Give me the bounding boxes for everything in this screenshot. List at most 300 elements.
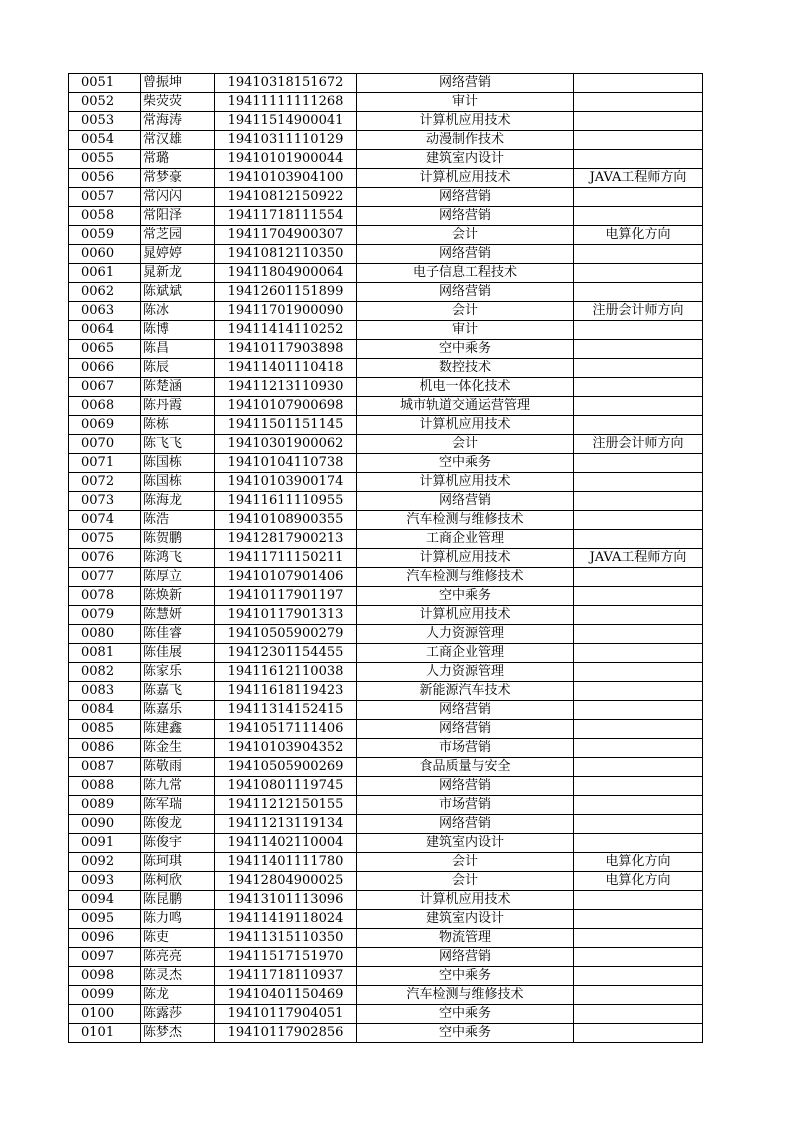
major-direction xyxy=(574,511,703,530)
student-name: 陈浩 xyxy=(141,511,215,530)
major-name: 审计 xyxy=(357,93,574,112)
exam-id: 19410107901406 xyxy=(215,568,357,587)
student-name: 陈珂琪 xyxy=(141,853,215,872)
major-direction: 注册会计师方向 xyxy=(574,435,703,454)
table-row xyxy=(69,283,703,302)
major-name: 人力资源管理 xyxy=(357,625,574,644)
exam-id: 19411514900041 xyxy=(215,112,357,131)
exam-id: 19411517151970 xyxy=(215,948,357,967)
exam-id: 19413101113096 xyxy=(215,891,357,910)
row-number: 0100 xyxy=(69,1005,141,1024)
student-name: 陈灵杰 xyxy=(141,967,215,986)
row-number: 0057 xyxy=(69,188,141,207)
exam-id: 19411501151145 xyxy=(215,416,357,435)
major-name: 网络营销 xyxy=(357,948,574,967)
row-number: 0064 xyxy=(69,321,141,340)
major-direction: 电算化方向 xyxy=(574,872,703,891)
exam-id: 19410103904100 xyxy=(215,169,357,188)
row-number: 0077 xyxy=(69,568,141,587)
major-direction xyxy=(574,283,703,302)
exam-id: 19410401150469 xyxy=(215,986,357,1005)
major-direction xyxy=(574,378,703,397)
student-name: 陈焕新 xyxy=(141,587,215,606)
table-row xyxy=(69,416,703,435)
student-name: 晁新龙 xyxy=(141,264,215,283)
exam-id: 19410104110738 xyxy=(215,454,357,473)
major-name: 计算机应用技术 xyxy=(357,112,574,131)
major-name: 空中乘务 xyxy=(357,340,574,359)
table-row xyxy=(69,264,703,283)
exam-id: 19411314152415 xyxy=(215,701,357,720)
exam-id: 19411414110252 xyxy=(215,321,357,340)
table-row xyxy=(69,1005,703,1024)
table-row xyxy=(69,530,703,549)
row-number: 0076 xyxy=(69,549,141,568)
major-name: 工商企业管理 xyxy=(357,530,574,549)
row-number: 0093 xyxy=(69,872,141,891)
major-name: 网络营销 xyxy=(357,245,574,264)
row-number: 0097 xyxy=(69,948,141,967)
student-name: 陈飞飞 xyxy=(141,435,215,454)
row-number: 0053 xyxy=(69,112,141,131)
student-name: 陈海龙 xyxy=(141,492,215,511)
exam-id: 19410301900062 xyxy=(215,435,357,454)
table-row xyxy=(69,853,703,872)
major-name: 汽车检测与维修技术 xyxy=(357,568,574,587)
major-direction xyxy=(574,340,703,359)
row-number: 0101 xyxy=(69,1024,141,1043)
student-name: 晁婷婷 xyxy=(141,245,215,264)
major-direction xyxy=(574,986,703,1005)
major-name: 空中乘务 xyxy=(357,1005,574,1024)
table-row xyxy=(69,549,703,568)
major-direction xyxy=(574,796,703,815)
major-direction xyxy=(574,777,703,796)
row-number: 0069 xyxy=(69,416,141,435)
major-name: 物流管理 xyxy=(357,929,574,948)
major-direction xyxy=(574,321,703,340)
major-name: 计算机应用技术 xyxy=(357,169,574,188)
table-row xyxy=(69,587,703,606)
table-row xyxy=(69,568,703,587)
row-number: 0065 xyxy=(69,340,141,359)
major-direction xyxy=(574,454,703,473)
exam-id: 19412804900025 xyxy=(215,872,357,891)
exam-id: 19410318151672 xyxy=(215,74,357,93)
exam-id: 19411213110930 xyxy=(215,378,357,397)
major-direction: JAVA工程师方向 xyxy=(574,169,703,188)
major-direction xyxy=(574,644,703,663)
table-row xyxy=(69,245,703,264)
row-number: 0078 xyxy=(69,587,141,606)
row-number: 0056 xyxy=(69,169,141,188)
student-name: 陈露莎 xyxy=(141,1005,215,1024)
student-name: 陈力鸣 xyxy=(141,910,215,929)
exam-id: 19411611110955 xyxy=(215,492,357,511)
exam-id: 19411718111554 xyxy=(215,207,357,226)
student-name: 陈昆鹏 xyxy=(141,891,215,910)
row-number: 0098 xyxy=(69,967,141,986)
table-row xyxy=(69,967,703,986)
student-name: 常璐 xyxy=(141,150,215,169)
student-name: 陈国栋 xyxy=(141,473,215,492)
row-number: 0089 xyxy=(69,796,141,815)
major-name: 电子信息工程技术 xyxy=(357,264,574,283)
table-row xyxy=(69,1024,703,1043)
major-name: 空中乘务 xyxy=(357,1024,574,1043)
student-name: 常海涛 xyxy=(141,112,215,131)
student-name: 陈金生 xyxy=(141,739,215,758)
table-row xyxy=(69,378,703,397)
exam-id: 19410812110350 xyxy=(215,245,357,264)
student-name: 陈佳展 xyxy=(141,644,215,663)
row-number: 0074 xyxy=(69,511,141,530)
exam-id: 19411612110038 xyxy=(215,663,357,682)
row-number: 0059 xyxy=(69,226,141,245)
row-number: 0094 xyxy=(69,891,141,910)
major-direction xyxy=(574,112,703,131)
major-name: 计算机应用技术 xyxy=(357,606,574,625)
table-row xyxy=(69,511,703,530)
major-direction xyxy=(574,587,703,606)
exam-id: 19411701900090 xyxy=(215,302,357,321)
major-direction xyxy=(574,530,703,549)
row-number: 0082 xyxy=(69,663,141,682)
table-row xyxy=(69,302,703,321)
row-number: 0075 xyxy=(69,530,141,549)
table-row xyxy=(69,796,703,815)
major-name: 市场营销 xyxy=(357,796,574,815)
table-body xyxy=(69,74,703,1043)
major-direction xyxy=(574,625,703,644)
row-number: 0063 xyxy=(69,302,141,321)
table-row xyxy=(69,720,703,739)
exam-id: 19411718110937 xyxy=(215,967,357,986)
student-name: 陈贺鹏 xyxy=(141,530,215,549)
exam-id: 19411111111268 xyxy=(215,93,357,112)
table-row xyxy=(69,777,703,796)
major-direction xyxy=(574,264,703,283)
row-number: 0095 xyxy=(69,910,141,929)
student-name: 陈嘉乐 xyxy=(141,701,215,720)
major-direction: JAVA工程师方向 xyxy=(574,549,703,568)
exam-id: 19410311110129 xyxy=(215,131,357,150)
exam-id: 19411212150155 xyxy=(215,796,357,815)
major-direction: 电算化方向 xyxy=(574,226,703,245)
major-name: 会计 xyxy=(357,872,574,891)
table-row xyxy=(69,891,703,910)
major-direction xyxy=(574,416,703,435)
major-direction xyxy=(574,473,703,492)
exam-id: 19411315110350 xyxy=(215,929,357,948)
row-number: 0061 xyxy=(69,264,141,283)
exam-id: 19412817900213 xyxy=(215,530,357,549)
major-name: 空中乘务 xyxy=(357,967,574,986)
student-name: 陈鸿飞 xyxy=(141,549,215,568)
major-name: 网络营销 xyxy=(357,701,574,720)
row-number: 0060 xyxy=(69,245,141,264)
major-name: 新能源汽车技术 xyxy=(357,682,574,701)
major-name: 网络营销 xyxy=(357,207,574,226)
student-name: 曾振坤 xyxy=(141,74,215,93)
row-number: 0062 xyxy=(69,283,141,302)
table-row xyxy=(69,663,703,682)
major-direction xyxy=(574,1024,703,1043)
exam-id: 19410103904352 xyxy=(215,739,357,758)
student-name: 陈栋 xyxy=(141,416,215,435)
student-name: 常阳泽 xyxy=(141,207,215,226)
major-direction xyxy=(574,568,703,587)
major-name: 审计 xyxy=(357,321,574,340)
table-row xyxy=(69,226,703,245)
exam-id: 19411401111780 xyxy=(215,853,357,872)
table-row xyxy=(69,454,703,473)
major-direction xyxy=(574,131,703,150)
row-number: 0083 xyxy=(69,682,141,701)
table-row xyxy=(69,321,703,340)
student-name: 陈国栋 xyxy=(141,454,215,473)
row-number: 0068 xyxy=(69,397,141,416)
major-direction: 注册会计师方向 xyxy=(574,302,703,321)
major-direction xyxy=(574,910,703,929)
major-direction xyxy=(574,188,703,207)
table-row xyxy=(69,169,703,188)
exam-id: 19412301154455 xyxy=(215,644,357,663)
student-name: 陈慧妍 xyxy=(141,606,215,625)
exam-id: 19412601151899 xyxy=(215,283,357,302)
table-row xyxy=(69,739,703,758)
student-name: 常闪闪 xyxy=(141,188,215,207)
major-direction xyxy=(574,1005,703,1024)
exam-id: 19410117901313 xyxy=(215,606,357,625)
row-number: 0051 xyxy=(69,74,141,93)
major-direction xyxy=(574,93,703,112)
row-number: 0072 xyxy=(69,473,141,492)
exam-id: 19411402110004 xyxy=(215,834,357,853)
major-name: 空中乘务 xyxy=(357,587,574,606)
row-number: 0067 xyxy=(69,378,141,397)
major-name: 网络营销 xyxy=(357,815,574,834)
row-number: 0092 xyxy=(69,853,141,872)
student-name: 陈建鑫 xyxy=(141,720,215,739)
major-name: 建筑室内设计 xyxy=(357,150,574,169)
major-name: 汽车检测与维修技术 xyxy=(357,511,574,530)
major-name: 会计 xyxy=(357,435,574,454)
student-name: 陈九常 xyxy=(141,777,215,796)
row-number: 0073 xyxy=(69,492,141,511)
table-row xyxy=(69,758,703,777)
row-number: 0058 xyxy=(69,207,141,226)
student-name: 陈梦杰 xyxy=(141,1024,215,1043)
major-name: 计算机应用技术 xyxy=(357,549,574,568)
table-row xyxy=(69,359,703,378)
row-number: 0091 xyxy=(69,834,141,853)
exam-id: 19410812150922 xyxy=(215,188,357,207)
table-row xyxy=(69,150,703,169)
table-row xyxy=(69,929,703,948)
table-row xyxy=(69,207,703,226)
table-row xyxy=(69,834,703,853)
student-name: 陈冰 xyxy=(141,302,215,321)
major-name: 计算机应用技术 xyxy=(357,416,574,435)
exam-id: 19411704900307 xyxy=(215,226,357,245)
student-name: 陈柯欣 xyxy=(141,872,215,891)
major-direction: 电算化方向 xyxy=(574,853,703,872)
major-name: 人力资源管理 xyxy=(357,663,574,682)
table-row xyxy=(69,986,703,1005)
student-name: 陈俊龙 xyxy=(141,815,215,834)
exam-id: 19410101900044 xyxy=(215,150,357,169)
student-name: 陈吏 xyxy=(141,929,215,948)
row-number: 0066 xyxy=(69,359,141,378)
row-number: 0052 xyxy=(69,93,141,112)
major-name: 网络营销 xyxy=(357,283,574,302)
row-number: 0081 xyxy=(69,644,141,663)
student-name: 常汉雄 xyxy=(141,131,215,150)
exam-id: 19410505900269 xyxy=(215,758,357,777)
table-row xyxy=(69,112,703,131)
student-name: 陈敬雨 xyxy=(141,758,215,777)
exam-id: 19411401110418 xyxy=(215,359,357,378)
table-row xyxy=(69,74,703,93)
table-row xyxy=(69,872,703,891)
row-number: 0086 xyxy=(69,739,141,758)
table-row xyxy=(69,473,703,492)
table-row xyxy=(69,815,703,834)
major-name: 计算机应用技术 xyxy=(357,891,574,910)
table-row xyxy=(69,644,703,663)
student-name: 陈辰 xyxy=(141,359,215,378)
exam-id: 19410801119745 xyxy=(215,777,357,796)
table-row xyxy=(69,435,703,454)
row-number: 0087 xyxy=(69,758,141,777)
major-name: 市场营销 xyxy=(357,739,574,758)
major-direction xyxy=(574,891,703,910)
student-name: 陈亮亮 xyxy=(141,948,215,967)
student-name: 陈俊宇 xyxy=(141,834,215,853)
row-number: 0090 xyxy=(69,815,141,834)
table-row xyxy=(69,188,703,207)
major-name: 网络营销 xyxy=(357,720,574,739)
student-name: 陈嘉飞 xyxy=(141,682,215,701)
major-name: 动漫制作技术 xyxy=(357,131,574,150)
student-name: 陈军瑞 xyxy=(141,796,215,815)
exam-id: 19411618119423 xyxy=(215,682,357,701)
exam-id: 19411804900064 xyxy=(215,264,357,283)
major-name: 会计 xyxy=(357,226,574,245)
row-number: 0099 xyxy=(69,986,141,1005)
major-direction xyxy=(574,74,703,93)
table-row xyxy=(69,701,703,720)
table-row xyxy=(69,625,703,644)
exam-id: 19410107900698 xyxy=(215,397,357,416)
student-name: 常梦豪 xyxy=(141,169,215,188)
student-name: 陈家乐 xyxy=(141,663,215,682)
table-row xyxy=(69,948,703,967)
row-number: 0054 xyxy=(69,131,141,150)
major-direction xyxy=(574,150,703,169)
major-direction xyxy=(574,815,703,834)
student-name: 陈斌斌 xyxy=(141,283,215,302)
table-row xyxy=(69,682,703,701)
major-name: 汽车检测与维修技术 xyxy=(357,986,574,1005)
major-direction xyxy=(574,606,703,625)
row-number: 0085 xyxy=(69,720,141,739)
major-name: 数控技术 xyxy=(357,359,574,378)
major-direction xyxy=(574,682,703,701)
row-number: 0080 xyxy=(69,625,141,644)
row-number: 0071 xyxy=(69,454,141,473)
student-name: 陈丹霞 xyxy=(141,397,215,416)
major-name: 空中乘务 xyxy=(357,454,574,473)
row-number: 0084 xyxy=(69,701,141,720)
major-direction xyxy=(574,245,703,264)
exam-id: 19410505900279 xyxy=(215,625,357,644)
row-number: 0088 xyxy=(69,777,141,796)
major-name: 网络营销 xyxy=(357,74,574,93)
student-name: 陈博 xyxy=(141,321,215,340)
table-row xyxy=(69,131,703,150)
exam-id: 19411213119134 xyxy=(215,815,357,834)
student-name: 陈龙 xyxy=(141,986,215,1005)
exam-id: 19410117904051 xyxy=(215,1005,357,1024)
major-name: 建筑室内设计 xyxy=(357,910,574,929)
major-direction xyxy=(574,359,703,378)
exam-id: 19410117901197 xyxy=(215,587,357,606)
exam-id: 19410103900174 xyxy=(215,473,357,492)
major-name: 工商企业管理 xyxy=(357,644,574,663)
table-row xyxy=(69,492,703,511)
major-name: 计算机应用技术 xyxy=(357,473,574,492)
row-number: 0070 xyxy=(69,435,141,454)
table-row xyxy=(69,910,703,929)
exam-id: 19411419118024 xyxy=(215,910,357,929)
major-direction xyxy=(574,834,703,853)
exam-id: 19410517111406 xyxy=(215,720,357,739)
table-row xyxy=(69,397,703,416)
exam-id: 19411711150211 xyxy=(215,549,357,568)
major-name: 网络营销 xyxy=(357,188,574,207)
student-name: 常芝园 xyxy=(141,226,215,245)
major-direction xyxy=(574,758,703,777)
major-direction xyxy=(574,739,703,758)
major-name: 机电一体化技术 xyxy=(357,378,574,397)
major-direction xyxy=(574,967,703,986)
major-name: 食品质量与安全 xyxy=(357,758,574,777)
table-row xyxy=(69,606,703,625)
exam-id: 19410117903898 xyxy=(215,340,357,359)
exam-id: 19410108900355 xyxy=(215,511,357,530)
major-direction xyxy=(574,207,703,226)
major-name: 网络营销 xyxy=(357,492,574,511)
student-name: 陈佳睿 xyxy=(141,625,215,644)
student-table xyxy=(68,73,703,1043)
major-direction xyxy=(574,948,703,967)
major-direction xyxy=(574,701,703,720)
student-name: 柴荧荧 xyxy=(141,93,215,112)
major-direction xyxy=(574,663,703,682)
major-name: 网络营销 xyxy=(357,777,574,796)
table-row xyxy=(69,340,703,359)
major-direction xyxy=(574,929,703,948)
major-direction xyxy=(574,492,703,511)
row-number: 0096 xyxy=(69,929,141,948)
major-name: 会计 xyxy=(357,853,574,872)
row-number: 0079 xyxy=(69,606,141,625)
major-name: 会计 xyxy=(357,302,574,321)
major-name: 建筑室内设计 xyxy=(357,834,574,853)
exam-id: 19410117902856 xyxy=(215,1024,357,1043)
